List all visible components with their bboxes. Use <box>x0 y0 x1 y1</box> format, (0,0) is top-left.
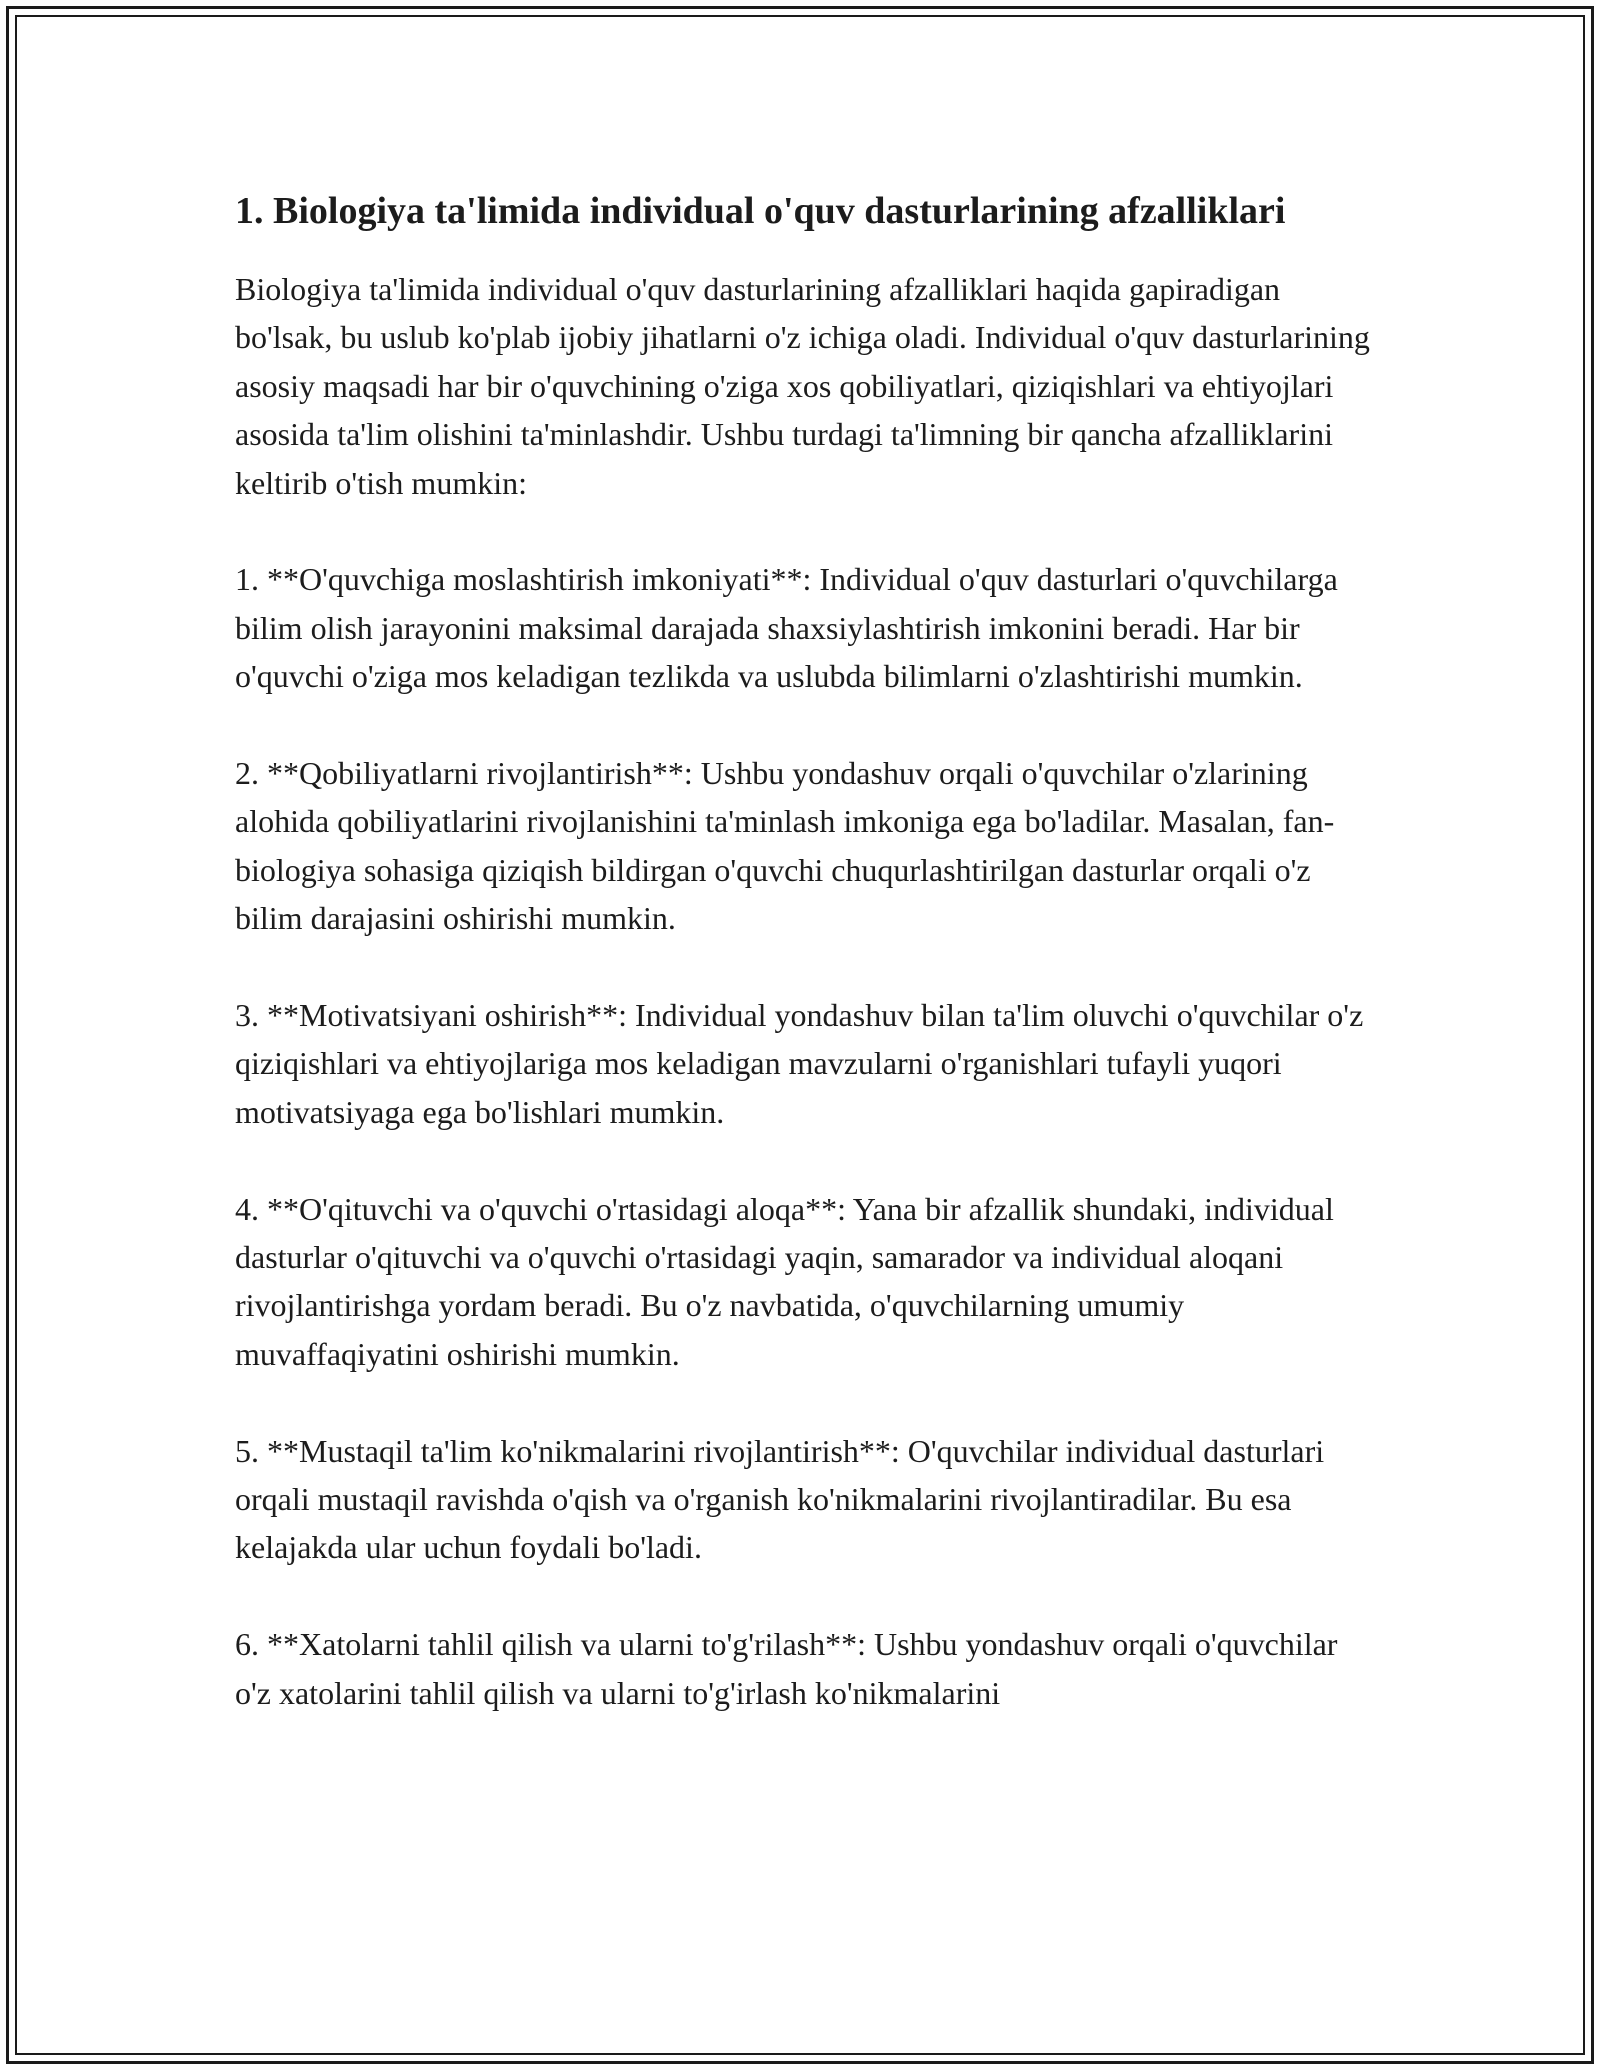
list-item: 5. **Mustaqil ta'lim ko'nikmalarini rivojlantirish**: O'quvchilar individual dasturlari orqali mustaqil ravishda o'qish va o'rganish ko'nikmalarini rivojlantiradilar. Bu esa kelajakda ular uchun foydali bo'ladi. <box>235 1432 1325 1566</box>
intro-paragraph: Biologiya ta'limida individual o'quv dasturlarining afzalliklari haqida gapiradigan bo'lsak, bu uslub ko'plab ijobiy jihatlarni o'z ichiga oladi. Individual o'quv dasturlarining asosiy maqsadi har bir o'quvchining o'ziga xos qobiliyatlari, qiziqishlari va ehtiyojlari asosida ta'lim olishini ta'minlashdir. Ushbu turdagi ta'limning bir qancha afzalliklarini keltirib o'tish mumkin: <box>235 271 1370 501</box>
list-item: 2. **Qobiliyatlarni rivojlantirish**: Ushbu yondashuv orqali o'quvchilar o'zlarining alohida qobiliyatlarini rivojlanishini ta'minlash imkoniga ega bo'ladilar. Masalan, fan-biologiya sohasiga qiziqish bildirgan o'quvchi chuqurlashtirilgan dasturlar orqali o'z bilim darajasini oshirishi mumkin. <box>235 755 1335 937</box>
list-item: 4. **O'qituvchi va o'quvchi o'rtasidagi aloqa**: Yana bir afzallik shundaki, individual dasturlar o'qituvchi va o'quvchi o'rtasidagi yaqin, samarador va individual aloqani rivojlantirishga yordam beradi. Bu o'z navbatida, o'quvchilarning umumiy muvaffaqiyatini oshirishi mumkin. <box>235 1190 1334 1372</box>
list-item: 1. **O'quvchiga moslashtirish imkoniyati**: Individual o'quv dasturlari o'quvchilarga bilim olish jarayonini maksimal darajada shaxsiylashtirish imkonini beradi. Har bir o'quvchi o'ziga mos keladigan tezlikda va uslubda bilimlarni o'zlashtirishi mumkin. <box>235 561 1338 695</box>
document-body <box>235 184 1375 1717</box>
list-item: 3. **Motivatsiyani oshirish**: Individual yondashuv bilan ta'lim oluvchi o'quvchilar o'z qiziqishlari va ehtiyojlariga mos keladigan mavzularni o'rganishlari tufayli yuqori motivatsiyaga ega bo'lishlari mumkin. <box>235 997 1364 1130</box>
document-title: 1. Biologiya ta'limida individual o'quv dasturlarining afzalliklari <box>235 190 1286 232</box>
list-item: 6. **Xatolarni tahlil qilish va ularni to'g'rilash**: Ushbu yondashuv orqali o'quvchilar o'z xatolarini tahlil qilish va ularni to'g'irlash ko'nikmalarini <box>235 1626 1338 1711</box>
